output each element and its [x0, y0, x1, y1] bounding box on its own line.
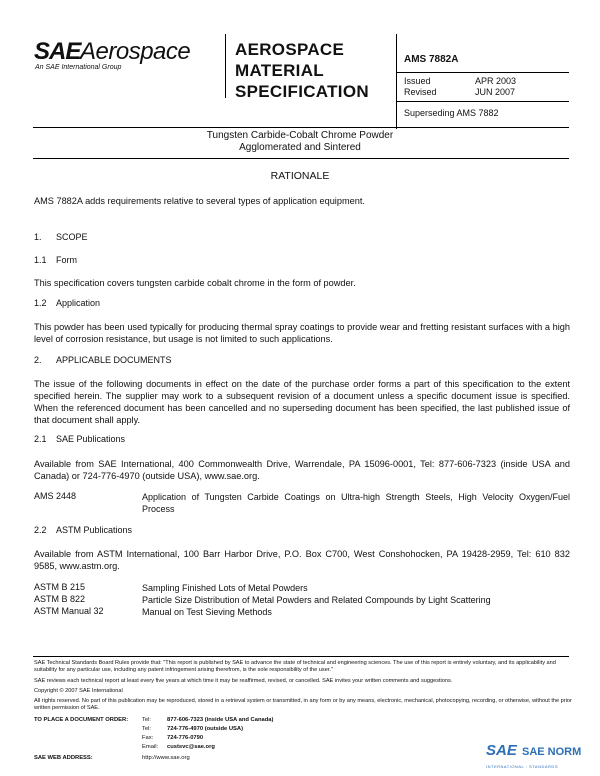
section-1-2-text: This powder has been used typically for producing thermal spray coatings to provide wear and fretting resistant surfaces with a high level of corrosion resistance, but usage is not limited to such applications. — [34, 322, 570, 344]
header-rule-2 — [396, 101, 569, 102]
tel-value: 877-606-7323 (inside USA and Canada) — [167, 717, 274, 723]
title-line-2: MATERIAL — [235, 61, 324, 80]
fax-label: Fax: — [142, 735, 154, 741]
footer-copyright: Copyright © 2007 SAE International — [34, 688, 123, 694]
footer-rules-text: SAE Technical Standards Board Rules provide that: "This report is published by SAE to advance the state of technical and engineering sciences. The use of this report is entirely voluntary, and its applicability and suitability for any particular use, including any patent infringement arising therefrom, is the sole responsibility of the user." — [34, 660, 556, 673]
section-2-1-number: 2.1 — [34, 434, 47, 444]
section-1-2-heading — [34, 298, 100, 308]
web-value: http://www.sae.org — [142, 755, 190, 761]
section-2-2-title: ASTM Publications — [56, 525, 133, 535]
section-2-title: APPLICABLE DOCUMENTS — [56, 355, 172, 365]
web-label: SAE WEB ADDRESS: — [34, 755, 93, 761]
title-line-3: SPECIFICATION — [235, 82, 369, 101]
section-2-number: 2. — [34, 355, 42, 365]
rationale-heading: RATIONALE — [270, 170, 330, 182]
section-1-2-title: Application — [56, 298, 101, 308]
footer-rights-text: All rights reserved. No part of this publication may be reproduced, stored in a retrieval system or transmitted, in any form or by any means, electronic, mechanical, photocopying, recording, or otherwise, without the prior written permission of SAE. — [34, 698, 572, 711]
section-1-number: 1. — [34, 232, 42, 242]
astm-ref-desc-3: Manual on Test Sieving Methods — [142, 607, 272, 617]
document-type-title — [235, 39, 395, 102]
tel2-value: 724-776-4970 (outside USA) — [167, 726, 244, 732]
footer-review-text: SAE reviews each technical report at least every five years at which time it may be reaffirmed, revised, or cancelled. SAE invites your written comments and suggestions. — [34, 678, 453, 684]
sae-logo: SAE — [34, 38, 81, 65]
aerospace-logo-text: Aerospace — [80, 38, 191, 65]
email-label: Email: — [142, 744, 159, 750]
tel2-label: Tel: — [142, 726, 152, 732]
astm-ref-code-2: ASTM B 822 — [34, 594, 86, 604]
section-2-2-heading — [34, 525, 132, 535]
subject-bottom-rule — [33, 158, 569, 159]
section-1-1-text: This specification covers tungsten carbide cobalt chrome in the form of powder. — [34, 278, 356, 288]
header-bottom-rule — [33, 127, 569, 128]
revised-label: Revised — [404, 87, 437, 97]
rationale-text: AMS 7882A adds requirements relative to several types of application equipment. — [34, 196, 365, 206]
section-1-title: SCOPE — [56, 232, 88, 242]
section-2-1-title: SAE Publications — [56, 434, 126, 444]
subject-line-2: Agglomerated and Sintered — [239, 142, 361, 153]
astm-ref-desc-2: Particle Size Distribution of Metal Powders and Related Compounds by Light Scattering — [142, 595, 491, 605]
header-rule-1 — [396, 72, 569, 73]
astm-ref-code-1: ASTM B 215 — [34, 582, 86, 592]
order-label: TO PLACE A DOCUMENT ORDER: — [34, 717, 129, 723]
subject-line-1: Tungsten Carbide-Cobalt Chrome Powder — [206, 130, 394, 141]
section-1-1-heading — [34, 255, 77, 265]
sae-norm-logo-mark: SAE — [486, 742, 517, 759]
section-1-2-number: 1.2 — [34, 298, 47, 308]
superseding-text: Superseding AMS 7882 — [404, 108, 499, 118]
section-1-1-title: Form — [56, 255, 77, 265]
section-2-text: The issue of the following documents in effect on the date of the purchase order forms a part of this specification to the extent specified herein. The supplier may work to a subsequent revision of a document unless a specific document issue is specified. When the referenced document has been cancelled and no superseding document has been specified, the last published issue of that document shall apply. — [34, 379, 570, 425]
astm-ref-code-3: ASTM Manual 32 — [34, 606, 104, 616]
section-2-2-number: 2.2 — [34, 525, 47, 535]
section-2-2-text: Available from ASTM International, 100 Barr Harbor Drive, P.O. Box C700, West Conshohocken, PA 19428-2959, Tel: 610 832 9585, www.astm.org. — [34, 549, 570, 571]
astm-ref-desc-1: Sampling Finished Lots of Metal Powders — [142, 583, 308, 593]
header-divider-left — [225, 34, 226, 98]
sae-norm-logo-subtext: INTERNATIONAL · STANDARDS — [486, 764, 558, 769]
sae-norm-logo-text: SAE NORM — [522, 746, 582, 758]
section-2-1-text: Available from SAE International, 400 Commonwealth Drive, Warrendale, PA 15096-0001, Tel: 877-606-7323 (inside USA and Canada) or 724-776-4970 (outside USA), www.sae.org. — [34, 459, 570, 481]
header-divider-right — [396, 34, 397, 129]
section-2-heading — [34, 355, 172, 365]
fax-value: 724-776-0790 — [167, 735, 204, 741]
section-1-1-number: 1.1 — [34, 255, 47, 265]
section-1-heading — [34, 232, 88, 242]
footer-rule — [33, 656, 569, 657]
document-number: AMS 7882A — [404, 54, 459, 65]
email-value: custsvc@sae.org — [167, 744, 215, 750]
logo-group-text: An SAE International Group — [35, 64, 122, 71]
sae-ref-code: AMS 2448 — [34, 491, 77, 501]
revised-value: JUN 2007 — [475, 87, 516, 97]
title-line-1: AEROSPACE — [235, 40, 345, 59]
sae-ref-desc: Application of Tungsten Carbide Coatings on Ultra-high Strength Steels, High Velocity Oxygen/Fuel Process — [142, 492, 570, 514]
tel-label: Tel: — [142, 717, 152, 723]
issued-label: Issued — [404, 76, 431, 86]
section-2-1-heading — [34, 434, 125, 444]
issued-value: APR 2003 — [475, 76, 517, 86]
